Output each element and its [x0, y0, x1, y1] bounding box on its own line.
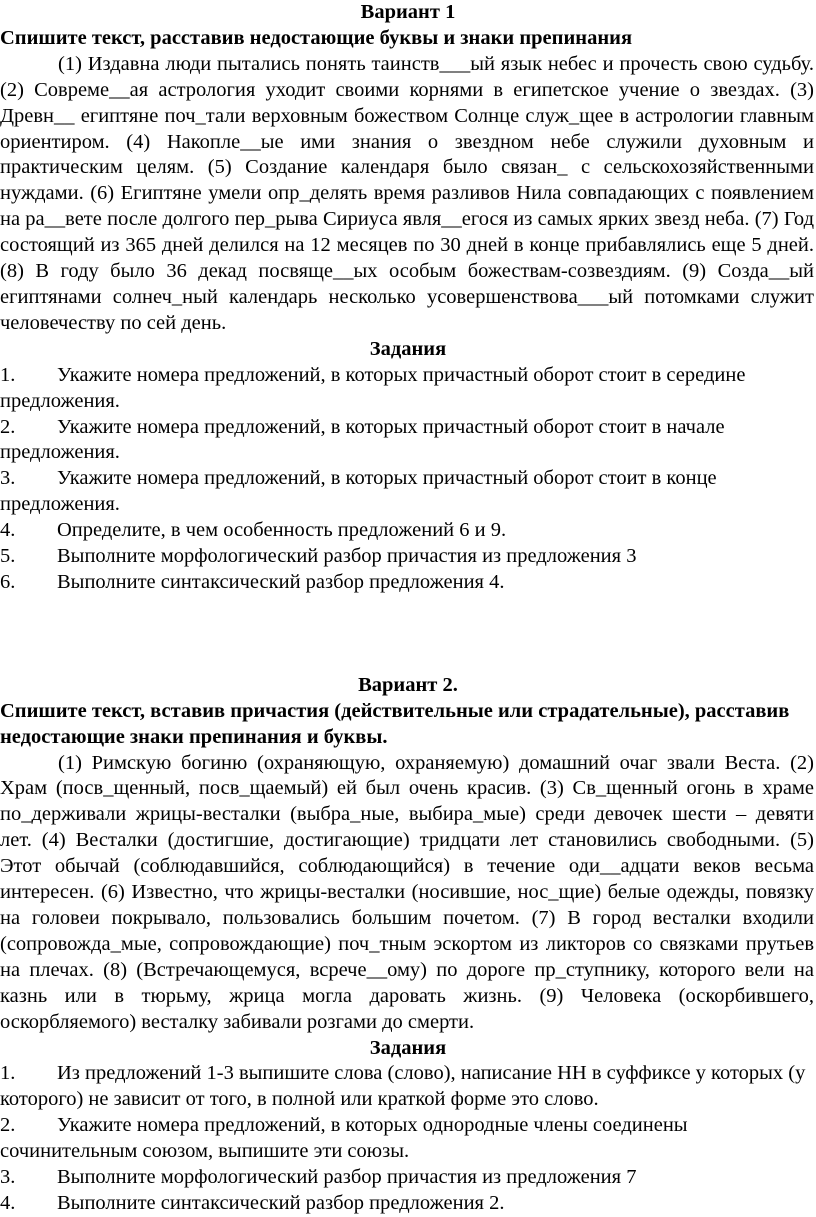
task-item	[0, 1061, 816, 1113]
task-number: 4.	[0, 1191, 16, 1214]
task-text: Выполните морфологический разбор причастия из предложения 7	[57, 1166, 637, 1189]
task-item	[0, 1113, 816, 1165]
task-number: 2.	[0, 415, 16, 438]
task-text: Выполните синтаксический разбор предложения 2.	[57, 1191, 505, 1214]
task-number: 5.	[0, 545, 16, 568]
task-text: Выполните морфологический разбор причастия из предложения 3	[57, 545, 637, 568]
variant-1-tasks-title: Задания	[369, 337, 447, 360]
task-text: Из предложений 1-3 выпишите слова (слово), написание НН в суффиксе у которых (у которого) не зависит от того, в полной или краткой форме это слово.	[0, 1062, 806, 1111]
task-item	[0, 570, 816, 596]
task-text: Укажите номера предложений, в которых причастный оборот стоит в начале предложения.	[0, 415, 725, 464]
task-number: 6.	[0, 570, 16, 593]
task-number: 1.	[0, 1062, 16, 1085]
task-number: 3.	[0, 467, 16, 490]
task-text: Укажите номера предложений, в которых причастный оборот стоит в середине предложения.	[0, 363, 746, 412]
task-text: Выполните синтаксический разбор предложения 4.	[57, 570, 505, 593]
task-item	[0, 518, 816, 544]
task-number: 3.	[0, 1166, 16, 1189]
variant-1-section	[0, 0, 816, 596]
variant-2-tasks-title: Задания	[369, 1036, 447, 1059]
variant-2-section	[0, 673, 816, 1217]
section-spacer	[0, 596, 816, 673]
task-item	[0, 466, 816, 518]
task-number: 2.	[0, 1114, 16, 1137]
task-item	[0, 415, 816, 467]
task-text: Укажите номера предложений, в которых однородные члены соединены сочинительным союзом, выпишите эти союзы.	[0, 1114, 688, 1163]
task-text: Определите, в чем особенность предложений 6 и 9.	[57, 519, 507, 542]
variant-2-title: Вариант 2.	[358, 673, 458, 696]
task-item	[0, 544, 816, 570]
task-number: 4.	[0, 519, 16, 542]
variant-1-title: Вариант 1	[360, 1, 456, 23]
variant-1-instruction: Спишите текст, расставив недостающие буквы и знаки препинания	[0, 26, 633, 49]
task-item	[0, 1191, 816, 1217]
variant-2-instruction: Спишите текст, вставив причастия (действительные или страдательные), расставив недостающие знаки препинания и буквы.	[0, 699, 790, 748]
variant-2-task-list	[0, 1061, 816, 1216]
task-item	[0, 363, 816, 415]
task-text: Укажите номера предложений, в которых причастный оборот стоит в конце предложения.	[0, 467, 717, 516]
variant-1-text: (1) Издавна люди пытались понять таинств___ый язык небес и прочесть свою судьбу. (2) Совреме__ая астрология уходит своими корнями в египетское учение о звездах. (3) Древн__ египтяне поч_тали верховным божеством Солнце служ_щее в астрологии главным ориентиром. (4) Накопле__ые ими знания о звездном небе служили духовным и практическим целям. (5) Создание календаря было связан_ с сельскохозяйственными нуждами. (6) Египтяне умели опр_делять время разливов Нила совпадающих с появлением на ра__вете после долгого пер_рыва Сириуса явля__егося из самых ярких звезд неба. (7) Год состоящий из 365 дней делился на 12 месяцев по 30 дней в конце прибавлялись еще 5 дней. (8) В году было 36 декад посвяще__ых особым божествам-созвездиям. (9) Созда__ый египтянами солнеч_ный календарь несколько усовершенствова___ый потомками служит человечеству по сей день.	[0, 52, 814, 334]
variant-1-task-list	[0, 363, 816, 596]
task-item	[0, 1165, 816, 1191]
task-number: 1.	[0, 363, 16, 386]
variant-2-text: (1) Римскую богиню (охраняющую, охраняемую) домашний очаг звали Веста. (2) Храм (посв_щенный, посв_щаемый) ей был очень красив. (3) Св_щенный огонь в храме по_держивали жрицы-весталки (выбра_ные, выбира_мые) среди девочек шести – девяти лет. (4) Весталки (достигшие, достигающие) тридцати лет становились свободными. (5) Этот обычай (соблюдавшийся, соблюдающийся) в течение оди__адцати веков весьма интересен. (6) Известно, что жрицы-весталки (носившие, нос_щие) белые одежды, повязку на головеи покрывало, пользовались большим почетом. (7) В город весталки входили (сопровожда_мые, сопровождающие) поч_тным эскортом из ликторов со связками прутьев на плечах. (8) (Встречающемуся, всрече__ому) по дороге пр_ступнику, которого вели на казнь или в тюрьму, жрица могла даровать жизнь. (9) Человека (оскорбившего, оскорбляемого) весталку забивали розгами до смерти.	[0, 751, 814, 1033]
